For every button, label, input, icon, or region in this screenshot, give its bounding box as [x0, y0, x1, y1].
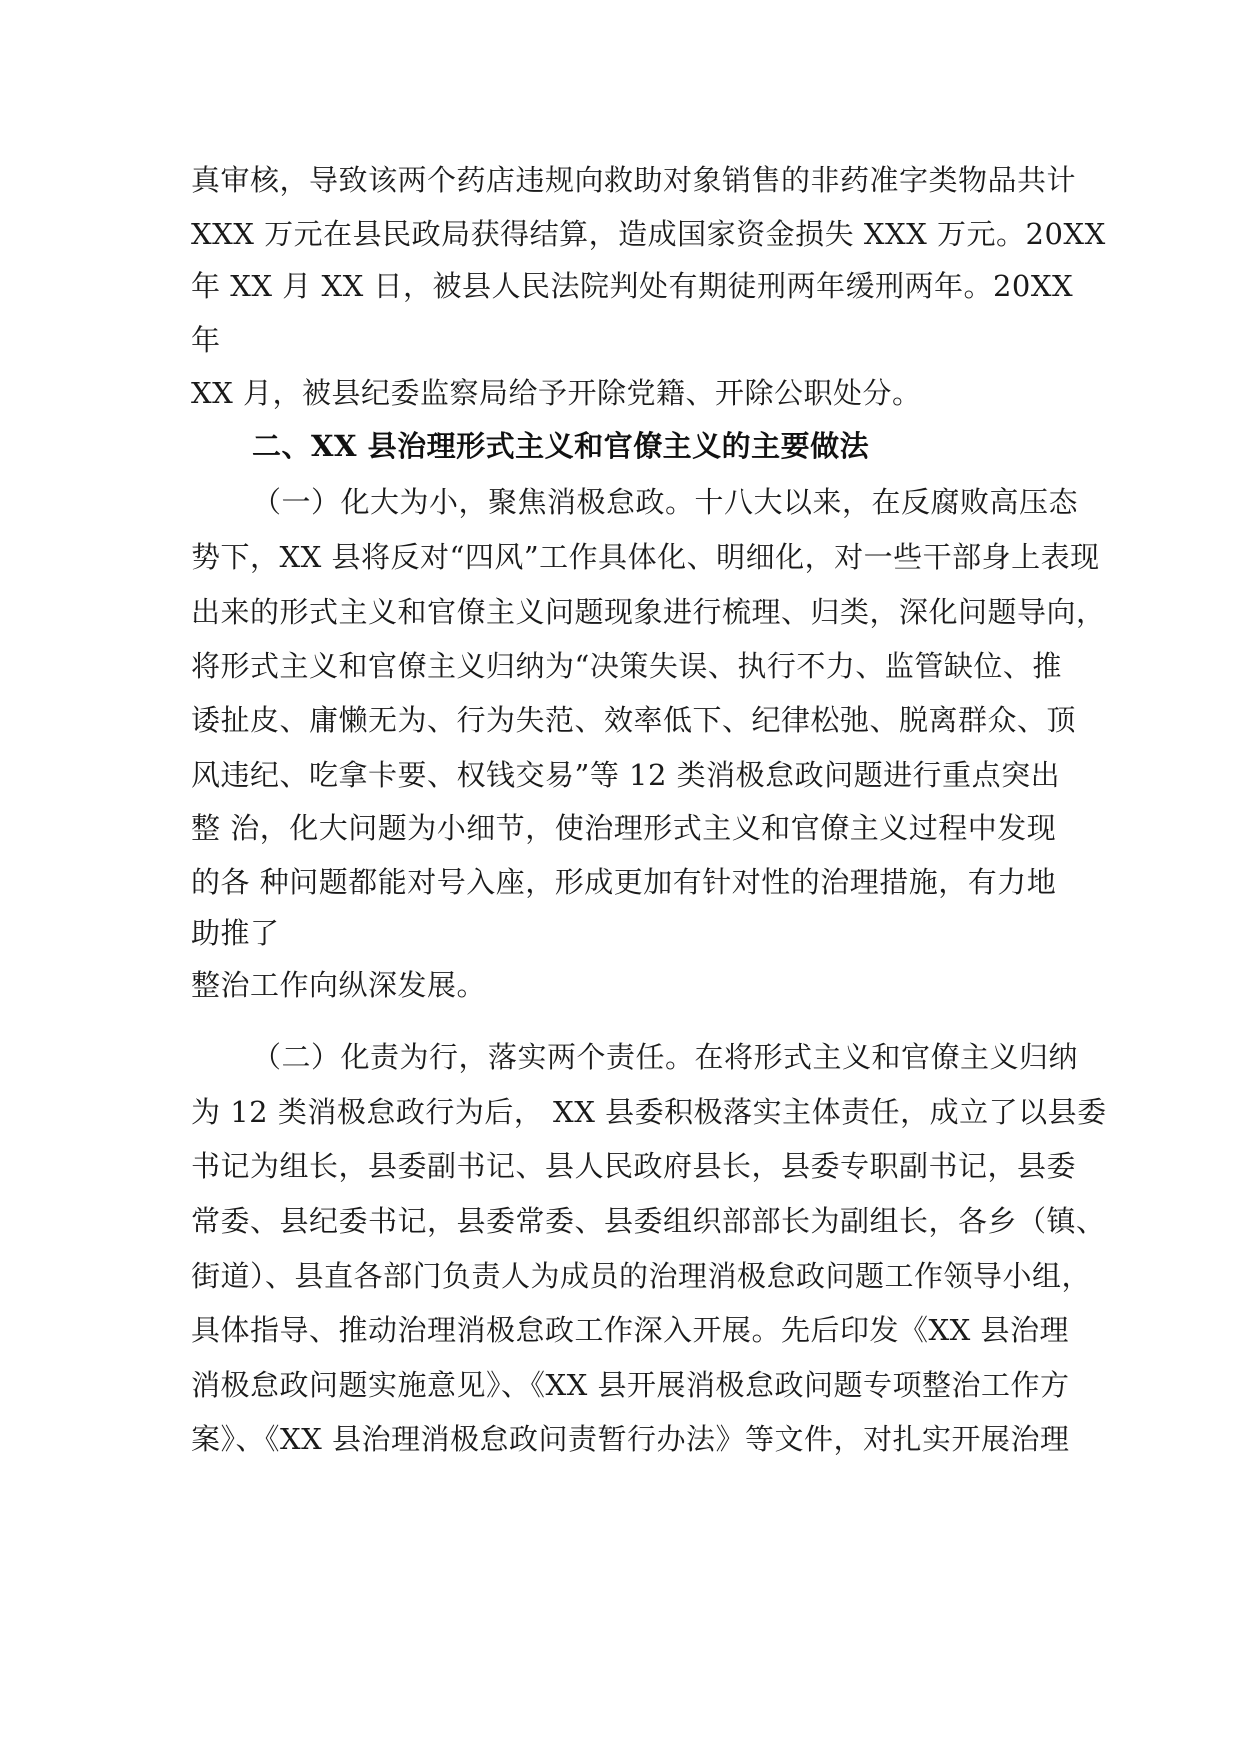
- body-text-line: 真审核，导致该两个药店违规向救助对象销售的非药准字类物品共计: [191, 163, 1077, 197]
- section-heading: 二、XX 县治理形式主义和官僚主义的主要做法: [252, 429, 870, 463]
- paragraph-1-line: 整治工作向纵深发展。: [191, 968, 487, 1002]
- body-text-line: XX 月，被县纪委监察局给予开除党籍、开除公职处分。: [191, 376, 922, 410]
- paragraph-2-line: 书记为组长，县委副书记、县人民政府县长，县委专职副书记，县委: [191, 1149, 1077, 1183]
- paragraph-2-line: 案》、《XX 县治理消极怠政问责暂行办法》等文件，对扎实开展治理: [191, 1422, 1070, 1456]
- paragraph-1-line: 诿扯皮、庸懒无为、行为失范、效率低下、纪律松弛、脱离群众、顶: [191, 703, 1077, 737]
- paragraph-1-line: 助推了: [191, 916, 280, 950]
- paragraph-1-line: 出来的形式主义和官僚主义问题现象进行梳理、归类，深化问题导向，: [191, 595, 1106, 629]
- paragraph-1-line: 将形式主义和官僚主义归纳为“决策失误、执行不力、监管缺位、推: [191, 649, 1062, 683]
- paragraph-2-line: 常委、县纪委书记，县委常委、县委组织部部长为副组长，各乡（镇、: [191, 1204, 1106, 1238]
- paragraph-2-line: （二）化责为行，落实两个责任。在将形式主义和官僚主义归纳: [252, 1040, 1079, 1074]
- paragraph-2-line: 为 12 类消极怠政行为后， XX 县委积极落实主体责任，成立了以县委: [191, 1095, 1107, 1129]
- paragraph-1-line: 的各 种问题都能对号入座，形成更加有针对性的治理措施，有力地: [191, 865, 1057, 899]
- paragraph-1-line: （一）化大为小，聚焦消极怠政。十八大以来，在反腐败高压态: [252, 485, 1079, 519]
- paragraph-2-line: 消极怠政问题实施意见》、《XX 县开展消极怠政问题专项整治工作方: [191, 1368, 1070, 1402]
- paragraph-1-line: 整 治，化大问题为小细节，使治理形式主义和官僚主义过程中发现: [191, 811, 1057, 845]
- paragraph-1-line: 势下，XX 县将反对“四风”工作具体化、明细化，对一些干部身上表现: [191, 540, 1100, 574]
- paragraph-2-line: 具体指导、推动治理消极怠政工作深入开展。先后印发《XX 县治理: [191, 1313, 1070, 1347]
- paragraph-1-line: 风违纪、吃拿卡要、权钱交易”等 12 类消极怠政问题进行重点突出: [191, 758, 1061, 792]
- body-text-line: 年 XX 月 XX 日，被县人民法院判处有期徒刑两年缓刑两年。20XX: [191, 269, 1074, 303]
- paragraph-2-line: 街道）、县直各部门负责人为成员的治理消极怠政问题工作领导小组，: [191, 1259, 1092, 1293]
- body-text-line: XXX 万元在县民政局获得结算，造成国家资金损失 XXX 万元。20XX: [191, 217, 1106, 251]
- body-text-line: 年: [191, 323, 221, 357]
